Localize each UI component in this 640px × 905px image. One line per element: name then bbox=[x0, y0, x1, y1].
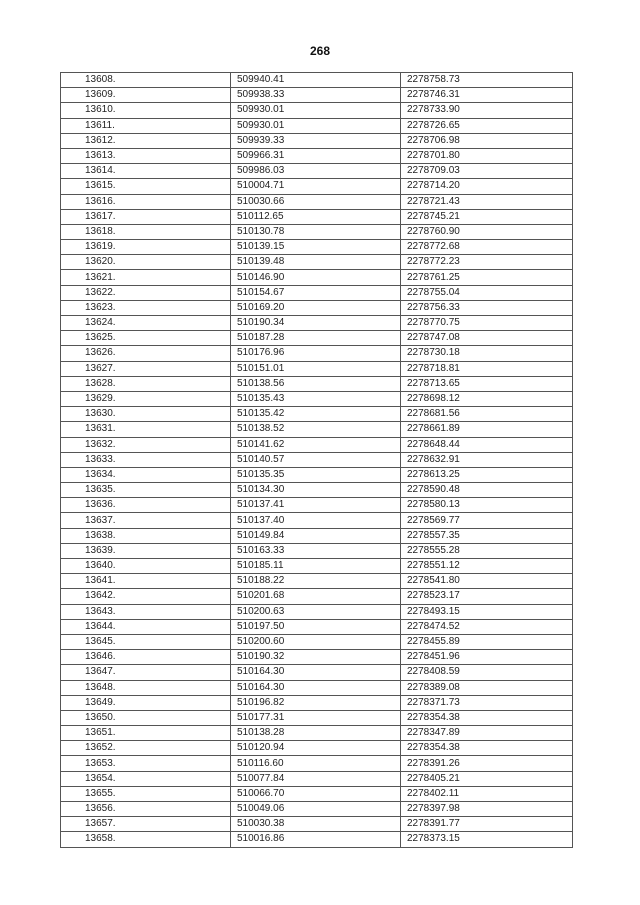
y-coordinate-cell: 2278405.21 bbox=[401, 771, 573, 786]
x-coordinate-cell: 510196.82 bbox=[231, 695, 401, 710]
table-row bbox=[61, 452, 573, 467]
y-coordinate-cell: 2278557.35 bbox=[401, 528, 573, 543]
y-coordinate-cell: 2278698.12 bbox=[401, 391, 573, 406]
x-coordinate-cell: 510139.15 bbox=[231, 240, 401, 255]
x-coordinate-cell: 510030.66 bbox=[231, 194, 401, 209]
table-row bbox=[61, 118, 573, 133]
point-id-cell: 13638. bbox=[61, 528, 231, 543]
point-id-cell: 13610. bbox=[61, 103, 231, 118]
point-id-cell: 13624. bbox=[61, 316, 231, 331]
x-coordinate-cell: 510130.78 bbox=[231, 224, 401, 239]
y-coordinate-cell: 2278648.44 bbox=[401, 437, 573, 452]
y-coordinate-cell: 2278755.04 bbox=[401, 285, 573, 300]
x-coordinate-cell: 510201.68 bbox=[231, 589, 401, 604]
x-coordinate-cell: 510030.38 bbox=[231, 817, 401, 832]
table-row bbox=[61, 650, 573, 665]
point-id-cell: 13637. bbox=[61, 513, 231, 528]
table-row bbox=[61, 589, 573, 604]
x-coordinate-cell: 510197.50 bbox=[231, 619, 401, 634]
x-coordinate-cell: 510137.41 bbox=[231, 498, 401, 513]
table-row bbox=[61, 88, 573, 103]
page-number: 268 bbox=[309, 44, 331, 58]
y-coordinate-cell: 2278391.26 bbox=[401, 756, 573, 771]
table-row bbox=[61, 695, 573, 710]
y-coordinate-cell: 2278373.15 bbox=[401, 832, 573, 847]
y-coordinate-cell: 2278613.25 bbox=[401, 467, 573, 482]
x-coordinate-cell: 510066.70 bbox=[231, 786, 401, 801]
table-row bbox=[61, 148, 573, 163]
point-id-cell: 13628. bbox=[61, 376, 231, 391]
point-id-cell: 13622. bbox=[61, 285, 231, 300]
point-id-cell: 13633. bbox=[61, 452, 231, 467]
table-row bbox=[61, 771, 573, 786]
table-row bbox=[61, 467, 573, 482]
table-row bbox=[61, 361, 573, 376]
table-row bbox=[61, 422, 573, 437]
point-id-cell: 13649. bbox=[61, 695, 231, 710]
table-row bbox=[61, 103, 573, 118]
table-row bbox=[61, 209, 573, 224]
x-coordinate-cell: 510200.60 bbox=[231, 634, 401, 649]
point-id-cell: 13656. bbox=[61, 802, 231, 817]
y-coordinate-cell: 2278541.80 bbox=[401, 574, 573, 589]
y-coordinate-cell: 2278354.38 bbox=[401, 741, 573, 756]
y-coordinate-cell: 2278709.03 bbox=[401, 164, 573, 179]
y-coordinate-cell: 2278730.18 bbox=[401, 346, 573, 361]
table-row bbox=[61, 665, 573, 680]
point-id-cell: 13631. bbox=[61, 422, 231, 437]
point-id-cell: 13629. bbox=[61, 391, 231, 406]
point-id-cell: 13640. bbox=[61, 559, 231, 574]
point-id-cell: 13643. bbox=[61, 604, 231, 619]
table-row bbox=[61, 270, 573, 285]
table-row bbox=[61, 407, 573, 422]
table-row bbox=[61, 194, 573, 209]
y-coordinate-cell: 2278474.52 bbox=[401, 619, 573, 634]
y-coordinate-cell: 2278569.77 bbox=[401, 513, 573, 528]
x-coordinate-cell: 510190.32 bbox=[231, 650, 401, 665]
table-row bbox=[61, 528, 573, 543]
x-coordinate-cell: 510138.28 bbox=[231, 726, 401, 741]
point-id-cell: 13642. bbox=[61, 589, 231, 604]
y-coordinate-cell: 2278354.38 bbox=[401, 710, 573, 725]
x-coordinate-cell: 510146.90 bbox=[231, 270, 401, 285]
x-coordinate-cell: 510188.22 bbox=[231, 574, 401, 589]
x-coordinate-cell: 510149.84 bbox=[231, 528, 401, 543]
point-id-cell: 13648. bbox=[61, 680, 231, 695]
table-row bbox=[61, 255, 573, 270]
y-coordinate-cell: 2278451.96 bbox=[401, 650, 573, 665]
coordinates-table bbox=[60, 72, 573, 848]
x-coordinate-cell: 510139.48 bbox=[231, 255, 401, 270]
table-row bbox=[61, 802, 573, 817]
table-row bbox=[61, 133, 573, 148]
x-coordinate-cell: 510112.65 bbox=[231, 209, 401, 224]
point-id-cell: 13635. bbox=[61, 483, 231, 498]
x-coordinate-cell: 510138.52 bbox=[231, 422, 401, 437]
table-row bbox=[61, 179, 573, 194]
y-coordinate-cell: 2278726.65 bbox=[401, 118, 573, 133]
table-row bbox=[61, 73, 573, 88]
point-id-cell: 13621. bbox=[61, 270, 231, 285]
point-id-cell: 13650. bbox=[61, 710, 231, 725]
point-id-cell: 13653. bbox=[61, 756, 231, 771]
y-coordinate-cell: 2278455.89 bbox=[401, 634, 573, 649]
y-coordinate-cell: 2278681.56 bbox=[401, 407, 573, 422]
point-id-cell: 13636. bbox=[61, 498, 231, 513]
x-coordinate-cell: 509930.01 bbox=[231, 118, 401, 133]
y-coordinate-cell: 2278391.77 bbox=[401, 817, 573, 832]
point-id-cell: 13654. bbox=[61, 771, 231, 786]
point-id-cell: 13623. bbox=[61, 300, 231, 315]
y-coordinate-cell: 2278523.17 bbox=[401, 589, 573, 604]
x-coordinate-cell: 510185.11 bbox=[231, 559, 401, 574]
table-row bbox=[61, 619, 573, 634]
table-row bbox=[61, 240, 573, 255]
x-coordinate-cell: 509940.41 bbox=[231, 73, 401, 88]
point-id-cell: 13639. bbox=[61, 543, 231, 558]
table-row bbox=[61, 376, 573, 391]
x-coordinate-cell: 510116.60 bbox=[231, 756, 401, 771]
table-row bbox=[61, 331, 573, 346]
point-id-cell: 13627. bbox=[61, 361, 231, 376]
y-coordinate-cell: 2278721.43 bbox=[401, 194, 573, 209]
point-id-cell: 13645. bbox=[61, 634, 231, 649]
y-coordinate-cell: 2278371.73 bbox=[401, 695, 573, 710]
y-coordinate-cell: 2278772.23 bbox=[401, 255, 573, 270]
point-id-cell: 13647. bbox=[61, 665, 231, 680]
point-id-cell: 13619. bbox=[61, 240, 231, 255]
x-coordinate-cell: 509930.01 bbox=[231, 103, 401, 118]
table-row bbox=[61, 316, 573, 331]
y-coordinate-cell: 2278706.98 bbox=[401, 133, 573, 148]
x-coordinate-cell: 510190.34 bbox=[231, 316, 401, 331]
x-coordinate-cell: 510004.71 bbox=[231, 179, 401, 194]
y-coordinate-cell: 2278389.08 bbox=[401, 680, 573, 695]
y-coordinate-cell: 2278718.81 bbox=[401, 361, 573, 376]
point-id-cell: 13641. bbox=[61, 574, 231, 589]
y-coordinate-cell: 2278580.13 bbox=[401, 498, 573, 513]
x-coordinate-cell: 510154.67 bbox=[231, 285, 401, 300]
x-coordinate-cell: 510016.86 bbox=[231, 832, 401, 847]
y-coordinate-cell: 2278408.59 bbox=[401, 665, 573, 680]
point-id-cell: 13634. bbox=[61, 467, 231, 482]
table-row bbox=[61, 346, 573, 361]
point-id-cell: 13620. bbox=[61, 255, 231, 270]
point-id-cell: 13655. bbox=[61, 786, 231, 801]
point-id-cell: 13646. bbox=[61, 650, 231, 665]
y-coordinate-cell: 2278761.25 bbox=[401, 270, 573, 285]
point-id-cell: 13626. bbox=[61, 346, 231, 361]
y-coordinate-cell: 2278756.33 bbox=[401, 300, 573, 315]
table-row bbox=[61, 285, 573, 300]
point-id-cell: 13613. bbox=[61, 148, 231, 163]
y-coordinate-cell: 2278770.75 bbox=[401, 316, 573, 331]
table-row bbox=[61, 300, 573, 315]
table-row bbox=[61, 726, 573, 741]
y-coordinate-cell: 2278713.65 bbox=[401, 376, 573, 391]
x-coordinate-cell: 509966.31 bbox=[231, 148, 401, 163]
table-row bbox=[61, 543, 573, 558]
point-id-cell: 13658. bbox=[61, 832, 231, 847]
table-row bbox=[61, 391, 573, 406]
table-row bbox=[61, 559, 573, 574]
x-coordinate-cell: 510135.43 bbox=[231, 391, 401, 406]
table-row bbox=[61, 164, 573, 179]
y-coordinate-cell: 2278714.20 bbox=[401, 179, 573, 194]
y-coordinate-cell: 2278701.80 bbox=[401, 148, 573, 163]
x-coordinate-cell: 510200.63 bbox=[231, 604, 401, 619]
y-coordinate-cell: 2278347.89 bbox=[401, 726, 573, 741]
point-id-cell: 13651. bbox=[61, 726, 231, 741]
x-coordinate-cell: 510140.57 bbox=[231, 452, 401, 467]
x-coordinate-cell: 510135.42 bbox=[231, 407, 401, 422]
x-coordinate-cell: 510137.40 bbox=[231, 513, 401, 528]
point-id-cell: 13618. bbox=[61, 224, 231, 239]
y-coordinate-cell: 2278555.28 bbox=[401, 543, 573, 558]
x-coordinate-cell: 509938.33 bbox=[231, 88, 401, 103]
point-id-cell: 13652. bbox=[61, 741, 231, 756]
point-id-cell: 13611. bbox=[61, 118, 231, 133]
table-row bbox=[61, 483, 573, 498]
table-row bbox=[61, 224, 573, 239]
table-row bbox=[61, 832, 573, 847]
table-row bbox=[61, 574, 573, 589]
table-row bbox=[61, 741, 573, 756]
table-row bbox=[61, 513, 573, 528]
y-coordinate-cell: 2278760.90 bbox=[401, 224, 573, 239]
y-coordinate-cell: 2278661.89 bbox=[401, 422, 573, 437]
y-coordinate-cell: 2278758.73 bbox=[401, 73, 573, 88]
y-coordinate-cell: 2278551.12 bbox=[401, 559, 573, 574]
point-id-cell: 13614. bbox=[61, 164, 231, 179]
x-coordinate-cell: 510164.30 bbox=[231, 665, 401, 680]
table-row bbox=[61, 634, 573, 649]
x-coordinate-cell: 510135.35 bbox=[231, 467, 401, 482]
x-coordinate-cell: 509986.03 bbox=[231, 164, 401, 179]
point-id-cell: 13612. bbox=[61, 133, 231, 148]
x-coordinate-cell: 510138.56 bbox=[231, 376, 401, 391]
point-id-cell: 13617. bbox=[61, 209, 231, 224]
table-row bbox=[61, 786, 573, 801]
point-id-cell: 13657. bbox=[61, 817, 231, 832]
y-coordinate-cell: 2278745.21 bbox=[401, 209, 573, 224]
x-coordinate-cell: 509939.33 bbox=[231, 133, 401, 148]
x-coordinate-cell: 510169.20 bbox=[231, 300, 401, 315]
table-row bbox=[61, 817, 573, 832]
x-coordinate-cell: 510151.01 bbox=[231, 361, 401, 376]
y-coordinate-cell: 2278402.11 bbox=[401, 786, 573, 801]
point-id-cell: 13615. bbox=[61, 179, 231, 194]
x-coordinate-cell: 510164.30 bbox=[231, 680, 401, 695]
point-id-cell: 13609. bbox=[61, 88, 231, 103]
table-row bbox=[61, 680, 573, 695]
point-id-cell: 13644. bbox=[61, 619, 231, 634]
x-coordinate-cell: 510049.06 bbox=[231, 802, 401, 817]
table-row bbox=[61, 498, 573, 513]
table-row bbox=[61, 756, 573, 771]
y-coordinate-cell: 2278772.68 bbox=[401, 240, 573, 255]
y-coordinate-cell: 2278733.90 bbox=[401, 103, 573, 118]
x-coordinate-cell: 510163.33 bbox=[231, 543, 401, 558]
table-row bbox=[61, 437, 573, 452]
point-id-cell: 13625. bbox=[61, 331, 231, 346]
y-coordinate-cell: 2278397.98 bbox=[401, 802, 573, 817]
x-coordinate-cell: 510141.62 bbox=[231, 437, 401, 452]
y-coordinate-cell: 2278747.08 bbox=[401, 331, 573, 346]
x-coordinate-cell: 510176.96 bbox=[231, 346, 401, 361]
point-id-cell: 13632. bbox=[61, 437, 231, 452]
x-coordinate-cell: 510077.84 bbox=[231, 771, 401, 786]
x-coordinate-cell: 510120.94 bbox=[231, 741, 401, 756]
x-coordinate-cell: 510187.28 bbox=[231, 331, 401, 346]
y-coordinate-cell: 2278746.31 bbox=[401, 88, 573, 103]
point-id-cell: 13608. bbox=[61, 73, 231, 88]
y-coordinate-cell: 2278493.15 bbox=[401, 604, 573, 619]
y-coordinate-cell: 2278590.48 bbox=[401, 483, 573, 498]
y-coordinate-cell: 2278632.91 bbox=[401, 452, 573, 467]
point-id-cell: 13630. bbox=[61, 407, 231, 422]
x-coordinate-cell: 510134.30 bbox=[231, 483, 401, 498]
table-row bbox=[61, 710, 573, 725]
table-row bbox=[61, 604, 573, 619]
x-coordinate-cell: 510177.31 bbox=[231, 710, 401, 725]
point-id-cell: 13616. bbox=[61, 194, 231, 209]
